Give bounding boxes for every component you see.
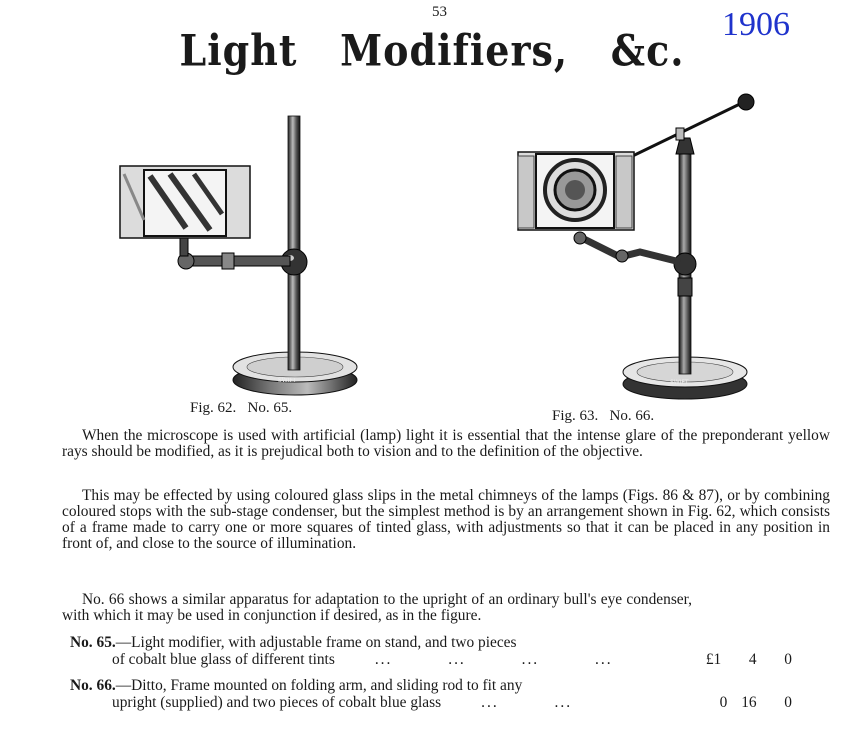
leader-dots: ... ... [481, 694, 573, 711]
item-description-cont: of cobalt blue glass of different tints [112, 651, 335, 668]
item-number: No. 66. [70, 677, 116, 694]
page-title-text: Light Modifiers, &c. [179, 25, 685, 76]
item-price: £1 4 0 [705, 651, 792, 668]
figure-62-illustration [110, 110, 370, 400]
item-66-line-1 [70, 677, 830, 694]
catalog-item-65 [70, 634, 830, 668]
item-65-line-2 [70, 651, 830, 668]
stand-maker-mark: SWIFT [278, 377, 297, 384]
figure-63-caption: Fig. 63. No. 66. [552, 408, 655, 424]
paragraph-no66: No. 66 shows a similar apparatus for adaptation to the upright of an ordinary bull's eye condenser, with which it may be used in conjunction if desired, as in the figure. [62, 591, 692, 624]
stand-maker-mark: SWIFT [670, 379, 689, 386]
item-number: No. 65. [70, 634, 116, 651]
paragraph-intro: When the microscope is used with artificial (lamp) light it is essential that the intense glare of the preponderant yellow rays should be modified, as it is prejudical both to vision and to the definition of the objective. [62, 427, 830, 460]
figure-62-caption: Fig. 62. No. 65. [190, 400, 293, 416]
item-description: —Light modifier, with adjustable frame on stand, and two pieces [115, 634, 517, 651]
paragraph-method: This may be effected by using coloured glass slips in the metal chimneys of the lamps (Figs. 86 & 87), or by combining coloured stops with the sub-stage condenser, but the simplest method is by an arrangement shown in Fig. 62, which consists of a frame made to carry one or more squares of tinted glass, with adjustments so that it can be placed in any position in front of, and close to the source of illumination. [62, 487, 830, 552]
year-label: 1906 [722, 6, 790, 43]
item-price: 0 16 0 [719, 694, 792, 711]
item-65-line-1 [70, 634, 830, 651]
item-description: —Ditto, Frame mounted on folding arm, and sliding rod to fit any [115, 677, 523, 694]
page-title [0, 25, 864, 75]
page-number: 53 [432, 4, 447, 20]
catalog-item-66 [70, 677, 830, 711]
item-description-cont: upright (supplied) and two pieces of cobalt blue glass [112, 694, 442, 711]
item-66-line-2 [70, 694, 830, 711]
leader-dots: ... ... ... ... [374, 651, 613, 668]
figure-63-illustration [500, 92, 770, 404]
